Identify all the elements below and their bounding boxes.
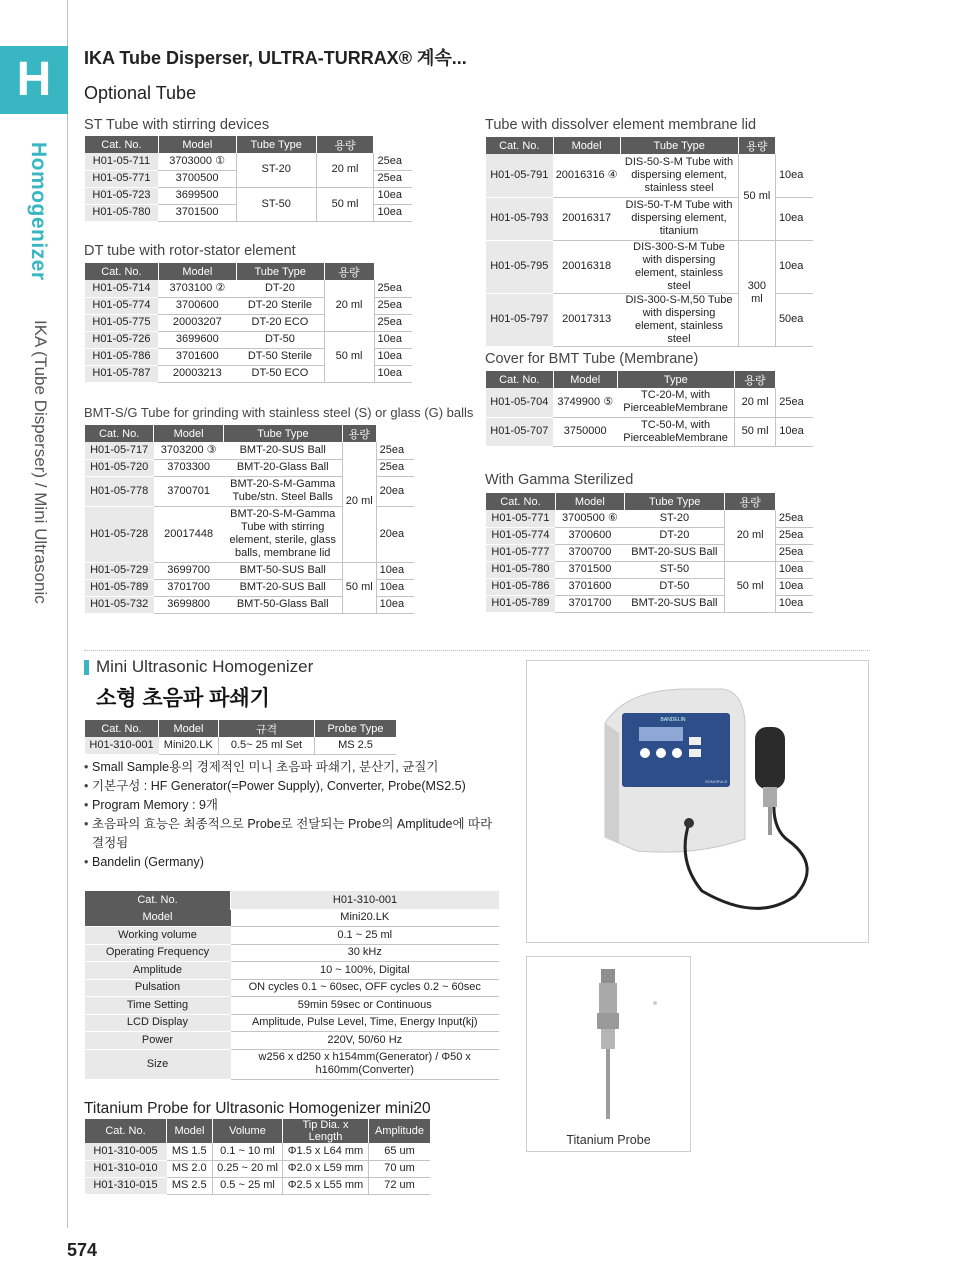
table-row: H01-05-732 3699800 BMT-50-Glass Ball 10ea	[85, 596, 415, 613]
table-row: Pulsation ON cycles 0.1 ~ 60sec, OFF cycles 0.2 ~ 60sec	[85, 979, 500, 997]
table-row: H01-05-714 3703100 ② DT-20 20 ml 25ea	[85, 280, 413, 297]
list-item: • Program Memory : 9개	[84, 796, 504, 815]
mini-title: Mini Ultrasonic Homogenizer	[96, 657, 314, 676]
table-row: H01-05-711 3703000 ① ST-20 20 ml 25ea	[85, 153, 413, 170]
table-row: H01-05-726 3699600 DT-50 50 ml 10ea	[85, 331, 413, 348]
feature-list	[84, 758, 504, 872]
table-row: H01-05-728 20017448 BMT-20-S-M-Gamma Tube with stirring element, sterile, glass balls, membrane lid 20ea	[85, 506, 415, 562]
table-row: H01-05-717 3703200 ③ BMT-20-SUS Ball 20 ml 25ea	[85, 442, 415, 459]
table-row: H01-05-793 20016317 DIS-50-T-M Tube with dispersing element, titanium 10ea	[486, 197, 814, 240]
page-subtitle: Optional Tube	[84, 83, 197, 103]
table-row: H01-05-795 20016318 DIS-300-S-M Tube with dispersing element, stainless steel 300 ml 10ea	[486, 240, 814, 293]
table-row: H01-05-775 20003207 DT-20 ECO 25ea	[85, 314, 413, 331]
margin-line	[67, 0, 68, 1228]
table-row: LCD Display Amplitude, Pulse Level, Time, Energy Input(kj)	[85, 1014, 500, 1032]
table-row: H01-05-771 3700500 25ea	[85, 170, 413, 187]
mini-title-kr: 소형 초음파 파쇄기	[96, 687, 270, 710]
table-row: H01-05-720 3703300 BMT-20-Glass Ball 25ea	[85, 459, 415, 476]
gamma-table: Cat. No. Model Tube Type 용량 H01-05-771 3700500 ⑥ ST-20 20 ml 25ea H01-05-774 3700600 DT-20 25ea H01-05-777 3700700 BMT-20-SUS Ball 25ea H01-05-780 3701500 ST-50 50 ml 10ea H01-05-786 3701600 DT-50 10ea H01-05-789 3701700 BMT-20-SUS Ball 10ea	[485, 493, 813, 613]
probe-title: Titanium Probe for Ultrasonic Homogenizer mini20	[84, 1100, 431, 1117]
list-item: • Bandelin (Germany)	[84, 853, 504, 872]
table-row: H01-310-005 MS 1.5 0.1 ~ 10 ml Φ1.5 x L64 mm 65 um	[85, 1143, 431, 1160]
table-row: Amplitude 10 ~ 100%, Digital	[85, 962, 500, 980]
cover-title: Cover for BMT Tube (Membrane)	[485, 351, 699, 367]
bmt-title: BMT-S/G Tube for grinding with stainless steel (S) or glass (G) balls	[84, 405, 474, 420]
table-row: H01-05-729 3699700 BMT-50-SUS Ball 50 ml 10ea	[85, 562, 415, 579]
dt-table: Cat. No. Model Tube Type 용량 H01-05-714 3703100 ② DT-20 20 ml 25ea H01-05-774 3700600 DT-20 Sterile 25ea H01-05-775 20003207 DT-20 ECO 25ea H01-05-726 3699600 DT-50 50 ml 10ea H01-05-786 3701600 DT-50 Sterile 10ea H01-05-787 20003213 DT-50 ECO 10ea	[84, 263, 412, 383]
table-row: H01-310-001 Mini20.LK 0.5~ 25 ml Set MS 2.5	[85, 737, 397, 754]
gamma-title: With Gamma Sterilized	[485, 472, 634, 488]
table-row: H01-05-787 20003213 DT-50 ECO 10ea	[85, 365, 413, 382]
table-row: H01-05-780 3701500 ST-50 50 ml 10ea	[486, 561, 814, 578]
side-category: Homogenizer	[27, 142, 50, 281]
table-row: H01-05-778 3700701 BMT-20-S-M-Gamma Tube/stn. Steel Balls 20ea	[85, 476, 415, 506]
table-row: H01-310-015 MS 2.5 0.5 ~ 25 ml Φ2.5 x L55 mm 72 um	[85, 1177, 431, 1194]
table-row: Size w256 x d250 x h154mm(Generator) / Φ50 x h160mm(Converter)	[85, 1049, 500, 1079]
side-subcategory: IKA (Tube Disperser) / Mini Ultrasonic	[31, 320, 50, 604]
st-title: ST Tube with stirring devices	[84, 117, 270, 133]
table-row: Model Mini20.LK	[85, 909, 500, 927]
table-row: H01-05-707 3750000 TC-50-M, with PierceableMembrane 50 ml 10ea	[486, 417, 814, 446]
table-row: Working volume 0.1 ~ 25 ml	[85, 927, 500, 945]
table-row: H01-05-797 20017313 DIS-300-S-M,50 Tube with dispersing element, stainless steel 50ea	[486, 293, 814, 346]
page-title: IKA Tube Disperser, ULTRA-TURRAX® 계속...	[84, 48, 467, 68]
probe-caption: Titanium Probe	[566, 1133, 651, 1147]
section-divider	[84, 650, 870, 651]
table-row: H01-05-723 3699500 ST-50 50 ml 10ea	[85, 187, 413, 204]
probe-image	[526, 956, 691, 1152]
table-row: Operating Frequency 30 kHz	[85, 944, 500, 962]
probe-table: Cat. No. Model Volume Tip Dia. x Length Amplitude H01-310-005 MS 1.5 0.1 ~ 10 ml Φ1.5 x L64 mm 65 um H01-310-010 MS 2.0 0.25 ~ 20 ml Φ2.0 x L59 mm 70 um H01-310-015 MS 2.5 0.5 ~ 25 ml Φ2.5 x L55 mm 72 um	[84, 1119, 430, 1195]
mini-table: Cat. No. Model 규격 Probe Type H01-310-001 Mini20.LK 0.5~ 25 ml Set MS 2.5	[84, 720, 396, 755]
list-item: • Small Sample용의 경제적인 미니 초음파 파쇄기, 분산기, 균질기	[84, 758, 504, 777]
st-table: Cat. No. Model Tube Type 용량 H01-05-711 3703000 ① ST-20 20 ml 25ea H01-05-771 3700500 25ea H01-05-723 3699500 ST-50 50 ml 10ea H01-05-780 3701500 10ea	[84, 136, 412, 222]
section-tab: H	[0, 46, 68, 114]
table-row: H01-05-774 3700600 DT-20 25ea	[486, 527, 814, 544]
device-image	[526, 660, 869, 943]
page-number: 574	[67, 1240, 98, 1260]
table-row: H01-05-791 20016316 ④ DIS-50-S-M Tube with dispersing element, stainless steel 50 ml 10ea	[486, 154, 814, 197]
svg-text:BANDELIN: BANDELIN	[660, 717, 686, 723]
dis-table: Cat. No. Model Tube Type 용량 H01-05-791 20016316 ④ DIS-50-S-M Tube with dispersing element, stainless steel 50 ml 10ea H01-05-793 20016317 DIS-50-T-M Tube with dispersing element, titanium 10ea H01-05-795 20016318 DIS-300-S-M Tube with dispersing element, stainless steel 300 ml 10ea H01-05-797 20017313 DIS-300-S-M,50 Tube with dispersing element, stainless steel 50ea	[485, 137, 813, 347]
table-row: H01-310-010 MS 2.0 0.25 ~ 20 ml Φ2.0 x L59 mm 70 um	[85, 1160, 431, 1177]
table-row: H01-05-774 3700600 DT-20 Sterile 25ea	[85, 297, 413, 314]
svg-text:SONOPULS: SONOPULS	[705, 779, 728, 784]
table-row: H01-05-780 3701500 10ea	[85, 204, 413, 221]
table-row: Power 220V, 50/60 Hz	[85, 1032, 500, 1050]
table-row: H01-05-704 3749900 ⑤ TC-20-M, with PierceableMembrane 20 ml 25ea	[486, 388, 814, 417]
list-item: • 초음파의 효능은 최종적으로 Probe로 전달되는 Probe의 Amplitude에 따라 결정됨	[84, 815, 504, 853]
bmt-table: Cat. No. Model Tube Type 용량 H01-05-717 3703200 ③ BMT-20-SUS Ball 20 ml 25ea H01-05-720 3703300 BMT-20-Glass Ball 25ea H01-05-778 3700701 BMT-20-S-M-Gamma Tube/stn. Steel Balls 20ea H01-05-728 20017448 BMT-20-S-M-Gamma Tube with stirring element, sterile, glass balls, membrane lid 20ea H01-05-729 3699700 BMT-50-SUS Ball 50 ml 10ea H01-05-789 3701700 BMT-20-SUS Ball 10ea H01-05-732 3699800 BMT-50-Glass Ball 10ea	[84, 425, 414, 614]
table-row: H01-05-777 3700700 BMT-20-SUS Ball 25ea	[486, 544, 814, 561]
dis-title: Tube with dissolver element membrane lid	[485, 117, 757, 133]
section-marker	[84, 660, 89, 675]
table-row: H01-05-786 3701600 DT-50 10ea	[486, 578, 814, 595]
table-row: H01-05-786 3701600 DT-50 Sterile 10ea	[85, 348, 413, 365]
table-row: Time Setting 59min 59sec or Continuous	[85, 997, 500, 1015]
spec-table: Cat. No. H01-310-001 Model Mini20.LK Working volume 0.1 ~ 25 ml Operating Frequency 30 kHz Amplitude 10 ~ 100%, Digital Pulsation ON cycles 0.1 ~ 60sec, OFF cycles 0.2 ~ 60sec Time Setting 59min 59sec or Continuous LCD Display Amplitude, Pulse Level, Time, Energy Input(kj) Power 220V, 50/60 Hz Size w256 x d250 x h154mm(Generator) / Φ50 x h160mm(Converter)	[84, 891, 499, 1080]
table-row: H01-05-771 3700500 ⑥ ST-20 20 ml 25ea	[486, 510, 814, 527]
table-row: H01-05-789 3701700 BMT-20-SUS Ball 10ea	[85, 579, 415, 596]
list-item: • 기본구성 : HF Generator(=Power Supply), Converter, Probe(MS2.5)	[84, 777, 504, 796]
table-row: H01-05-789 3701700 BMT-20-SUS Ball 10ea	[486, 595, 814, 612]
cover-table: Cat. No. Model Type 용량 H01-05-704 3749900 ⑤ TC-20-M, with PierceableMembrane 20 ml 25ea H01-05-707 3750000 TC-50-M, with PierceableMembrane 50 ml 10ea	[485, 371, 813, 447]
dt-title: DT tube with rotor-stator element	[84, 243, 296, 259]
